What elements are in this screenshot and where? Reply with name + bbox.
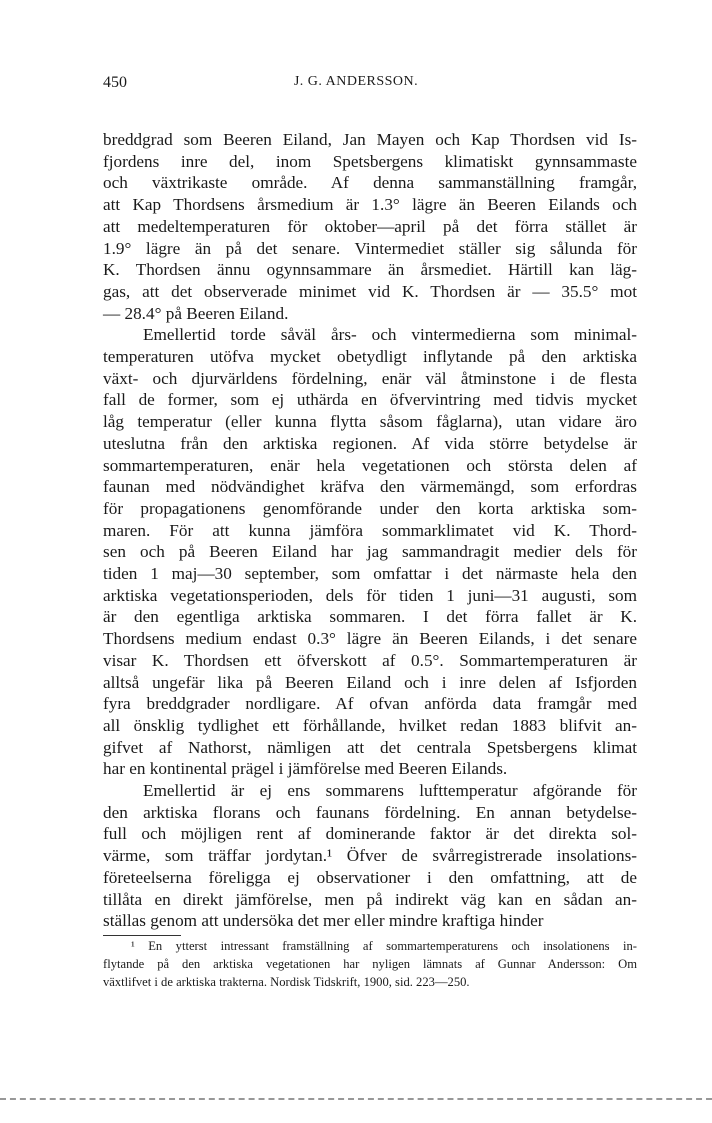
page-number: 450 bbox=[103, 74, 127, 91]
footnote-line: växtlifvet i de arktiska trakterna. Nordisk Tidskrift, 1900, sid. 223—250. bbox=[103, 975, 470, 989]
text-line: — 28.4° på Beeren Eiland. bbox=[103, 303, 289, 323]
text-line: tiden 1 maj—30 september, som omfattar i det närmaste hela den bbox=[103, 564, 637, 583]
text-line: att medeltemperaturen för oktober—april på det förra stället är bbox=[103, 216, 637, 236]
footnote-divider bbox=[103, 935, 181, 936]
text-line: 1.9° lägre än på det senare. Vintermediet ställer sig sålunda för bbox=[103, 238, 637, 258]
text-line: är den egentliga arktiska sommaren. I det förra fallet är K. bbox=[103, 607, 637, 627]
footnote-line: ¹ En ytterst intressant framställning af sommartemperaturens och insolationens in- bbox=[131, 939, 637, 953]
text-line: arktiska vegetationsperioden, dels för tiden 1 juni—31 augusti, som bbox=[103, 585, 637, 605]
text-line: temperaturen utöfva mycket obetydligt inflytande på den arktiska bbox=[103, 347, 637, 366]
text-line: Emellertid är ej ens sommarens lufttemperatur afgörande för bbox=[143, 781, 637, 800]
text-line: Emellertid torde såväl års- och vintermedierna som minimal- bbox=[143, 325, 637, 345]
text-line: Thordsens medium endast 0.3° lägre än Beeren Eilands, i det senare bbox=[103, 629, 637, 649]
text-line: företeelserna föreligga ej observationer i den omfattning, att de bbox=[103, 867, 637, 887]
text-line: växt- och djurvärldens fördelning, enär väl åtminstone i de flesta bbox=[103, 368, 637, 388]
text-line: sommartemperaturen, enär hela vegetationen och största delen af bbox=[103, 455, 637, 475]
running-head: J. G. ANDERSSON. bbox=[293, 74, 419, 89]
text-line: fyra breddgrader nordligare. Af ofvan anförda data framgår med bbox=[103, 694, 637, 714]
text-line: ställas genom att undersöka det mer eller mindre kraftiga hinder bbox=[103, 911, 544, 931]
text-line: tillåta en direkt jämförelse, men på indirekt väg kan en sådan an- bbox=[103, 889, 637, 909]
text-line: breddgrad som Beeren Eiland, Jan Mayen och Kap Thordsen vid Is- bbox=[103, 130, 637, 149]
text-line: maren. För att kunna jämföra sommarklimatet vid K. Thord- bbox=[103, 520, 637, 540]
text-line: all önsklig tydlighet ett förhållande, hvilket redan 1883 blifvit an- bbox=[103, 715, 637, 735]
text-line: uteslutna från den arktiska regionen. Af vida större betydelse är bbox=[103, 433, 637, 453]
text-line: gifvet af Nathorst, nämligen att det centrala Spetsbergens klimat bbox=[103, 737, 637, 757]
text-line: alltså ungefär lika på Beeren Eiland och i inre delen af Isfjorden bbox=[103, 672, 637, 692]
text-line: gas, att det observerade minimet vid K. Thordsen är — 35.5° mot bbox=[103, 281, 637, 301]
text-line: fall de former, som ej uthärda en öfvervintring med tidvis mycket bbox=[103, 390, 637, 410]
text-line: och växtrikaste område. Af denna sammanställning framgår, bbox=[103, 173, 637, 193]
text-line: värme, som träffar jordytan.¹ Öfver de svårregistrerade insolations- bbox=[103, 846, 637, 866]
text-line: K. Thordsen ännu ogynnsammare än årsmediet. Härtill kan läg- bbox=[103, 260, 637, 280]
text-line: visar K. Thordsen ett öfverskott af 0.5°. Sommartemperaturen är bbox=[103, 650, 637, 670]
text-line: faunan med nödvändighet kräfva den värmemängd, som erfordras bbox=[103, 477, 637, 497]
text-line: full och möjligen rent af dominerande faktor är det direkta sol- bbox=[103, 824, 637, 844]
scan-edge bbox=[0, 1098, 712, 1100]
text-line: fjordens inre del, inom Spetsbergens klimatiskt gynnsammaste bbox=[103, 151, 637, 171]
text-line: för propagationens genomförande under den korta arktiska som- bbox=[103, 498, 637, 518]
text-line: låg temperatur (eller kunna flytta såsom fåglarna), utan vidare äro bbox=[103, 412, 637, 432]
text-line: den arktiska florans och faunans fördelning. En annan betydelse- bbox=[103, 802, 637, 822]
text-line: har en kontinental prägel i jämförelse med Beeren Eilands. bbox=[103, 759, 508, 779]
text-line: sen och på Beeren Eiland har jag sammandragit medier dels för bbox=[103, 542, 637, 562]
footnote-line: flytande på den arktiska vegetationen har nyligen lämnats af Gunnar Andersson: Om bbox=[103, 957, 637, 971]
text-line: att Kap Thordsens årsmedium är 1.3° lägre än Beeren Eilands och bbox=[103, 195, 637, 215]
